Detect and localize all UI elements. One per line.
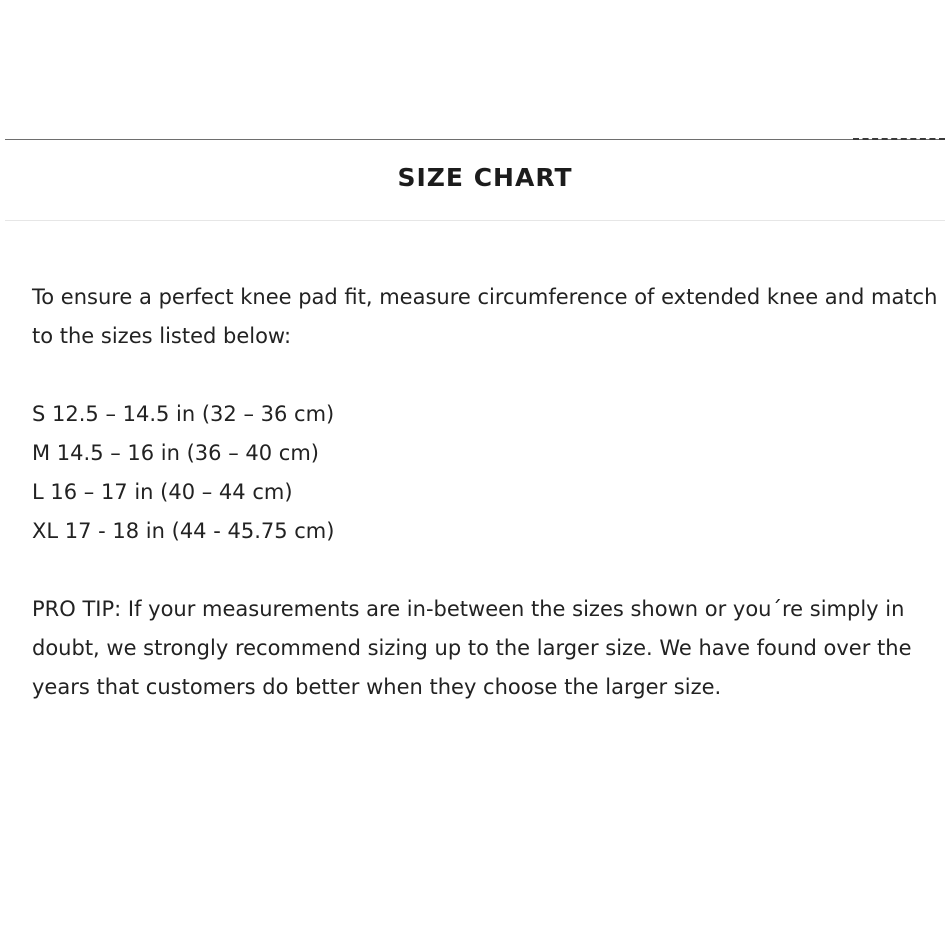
modal-title: SIZE CHART <box>397 163 573 192</box>
size-row-l: L 16 – 17 in (40 – 44 cm) <box>32 480 293 504</box>
size-list <box>32 395 944 551</box>
modal-top-divider <box>5 139 945 140</box>
size-row-xl: XL 17 - 18 in (44 - 45.75 cm) <box>32 519 335 543</box>
size-row-s: S 12.5 – 14.5 in (32 – 36 cm) <box>32 402 335 426</box>
pro-tip-text: PRO TIP: If your measurements are in-between the sizes shown or you´re simply in doubt, we strongly recommend sizing up to the larger size. We have found over the years that customers do better when they choose the larger size. <box>32 597 912 699</box>
intro-text: To ensure a perfect knee pad fit, measure circumference of extended knee and match to the sizes listed below: <box>32 285 938 348</box>
size-chart-content <box>32 278 944 707</box>
modal-top-edge-mark <box>853 138 945 140</box>
title-divider <box>5 220 945 221</box>
size-row-m: M 14.5 – 16 in (36 – 40 cm) <box>32 441 319 465</box>
